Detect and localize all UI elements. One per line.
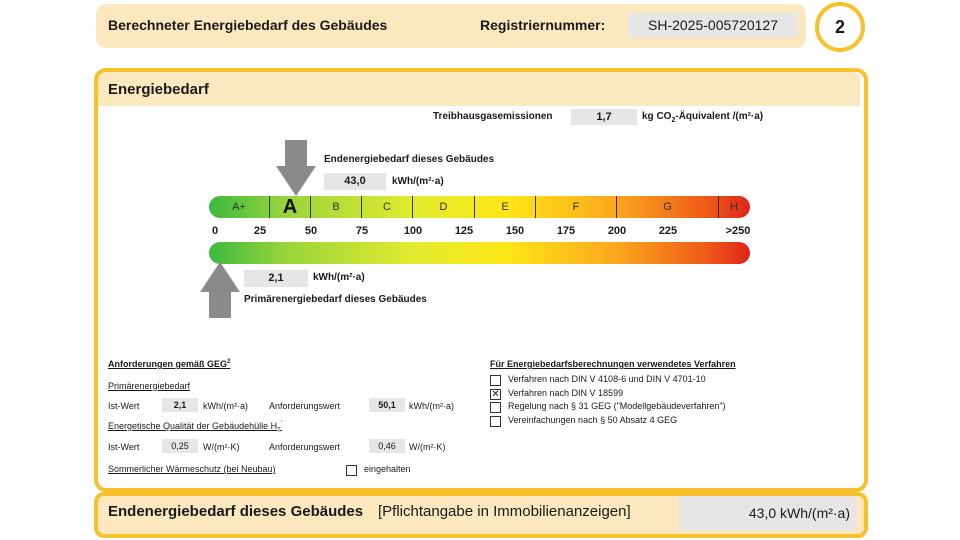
primary-energy-bar: [209, 242, 750, 264]
quality-anf-unit: W/(m²·K): [409, 442, 446, 452]
quality-ist-unit: W/(m²·K): [203, 442, 240, 452]
page-number-badge: 2: [815, 2, 865, 52]
scale-tick: 0: [211, 225, 219, 237]
end-energy-arrow-icon: [276, 140, 316, 196]
quality-ist-label: Ist-Wert: [108, 442, 140, 452]
end-energy-value: 43,0: [324, 173, 386, 190]
scale-tick: 100: [403, 225, 423, 237]
scale-tick: 125: [454, 225, 474, 237]
summer-protection-label: Sommerlicher Wärmeschutz (bei Neubau): [108, 464, 276, 474]
ghg-label: Treibhausgasemissionen: [433, 111, 553, 122]
scale-tick: 200: [607, 225, 627, 237]
procedure-checkbox[interactable]: [490, 416, 501, 427]
energy-class-d: D: [413, 196, 475, 218]
energy-class-e: E: [475, 196, 536, 218]
energy-demand-header: [98, 72, 860, 106]
energy-class-f: F: [536, 196, 617, 218]
energy-class-a: A: [270, 196, 311, 218]
end-energy-label: Endenergiebedarf dieses Gebäudes: [324, 154, 495, 165]
registration-number: SH-2025-005720127: [628, 13, 798, 37]
procedure-checkbox[interactable]: [490, 402, 501, 413]
quality-heading: Energetische Qualität der Gebäudehülle $H_T'$: [108, 421, 282, 434]
procedure-checkbox[interactable]: ✕: [491, 388, 500, 400]
registration-label: Registriernummer:: [480, 17, 606, 33]
ghg-value: 1,7: [571, 109, 637, 125]
quality-anf-label: Anforderungswert: [269, 442, 341, 452]
primary-anf-label: Anforderungswert: [269, 401, 341, 411]
footer-value: 43,0 kWh/(m²·a): [748, 505, 850, 521]
procedure-option-label: Vereinfachungen nach § 50 Absatz 4 GEG: [508, 414, 678, 425]
procedure-option-label: Verfahren nach DIN V 4108-6 und DIN V 4701-10: [508, 374, 706, 384]
scale-tick: >250: [725, 225, 751, 237]
procedure-checkbox[interactable]: [490, 375, 501, 386]
scale-tick: 25: [253, 225, 267, 237]
primary-energy-arrow-icon: [200, 262, 240, 318]
energy-class-aplus: A+: [209, 196, 270, 218]
energy-class-b: B: [311, 196, 362, 218]
footer-value-box: [679, 496, 856, 530]
primary-energy-value: 2,1: [244, 270, 308, 287]
primary-energy-label: Primärenergiebedarf dieses Gebäudes: [244, 294, 427, 305]
scale-tick: 175: [556, 225, 576, 237]
scale-tick: 150: [505, 225, 525, 237]
primary-ist-unit: kWh/(m²·a): [203, 401, 248, 411]
scale-tick: 75: [355, 225, 369, 237]
procedure-title: Für Energiebedarfsberechnungen verwendetes Verfahren: [490, 359, 736, 369]
energy-class-scale: [209, 196, 750, 218]
footer-title: Endenergiebedarf dieses Gebäudes: [108, 503, 364, 520]
requirements-title: Anforderungen gemäß GEG$^2$: [108, 359, 231, 369]
header-title: Berechneter Energiebedarf des Gebäudes: [108, 17, 388, 33]
scale-tick: 225: [658, 225, 678, 237]
primary-ist-value: 2,1: [162, 398, 198, 412]
summer-protection-checkbox[interactable]: [346, 463, 357, 481]
primary-anf-value: 50,1: [369, 398, 405, 412]
scale-tick: 50: [304, 225, 318, 237]
procedure-option-label: Regelung nach § 31 GEG ("Modellgebäudeverfahren"): [508, 401, 726, 411]
energy-class-c: C: [362, 196, 413, 218]
primary-requirements-heading: Primärenergiebedarf: [108, 381, 191, 391]
footer-note: [Pflichtangabe in Immobilienanzeigen]: [378, 503, 631, 520]
ghg-unit: kg $CO_2$-Äquivalent /(m²·a): [642, 111, 764, 124]
energy-class-h: H: [730, 201, 738, 213]
procedure-option-label: Verfahren nach DIN V 18599: [508, 387, 624, 398]
energy-class-g: G: [617, 196, 719, 218]
end-energy-unit: kWh/(m²·a): [392, 176, 444, 187]
primary-energy-unit: kWh/(m²·a): [313, 272, 365, 283]
quality-ist-value: 0,25: [162, 439, 198, 453]
quality-anf-value: 0,46: [369, 439, 405, 453]
section-title: Energiebedarf: [108, 81, 209, 98]
summer-protection-check-label: eingehalten: [364, 464, 411, 474]
primary-ist-label: Ist-Wert: [108, 401, 140, 411]
primary-anf-unit: kWh/(m²·a): [409, 401, 454, 411]
